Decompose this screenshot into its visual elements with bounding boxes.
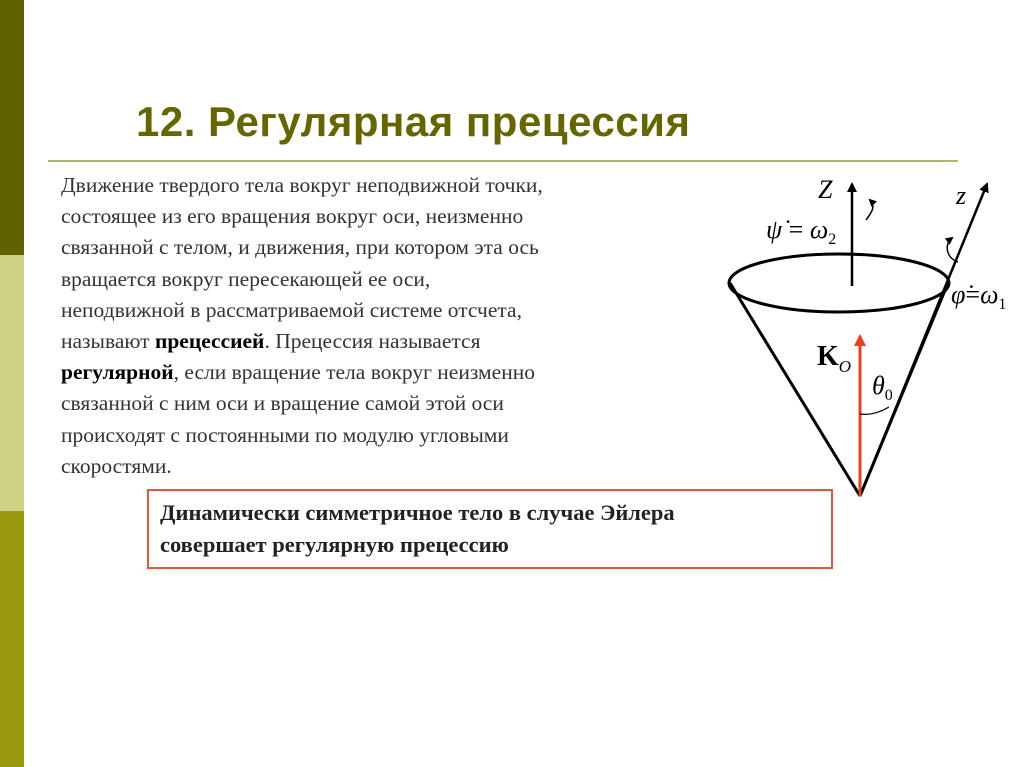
cone-side-left: [730, 283, 860, 496]
precession-cone-diagram: [700, 170, 1024, 510]
equals-sign: =: [965, 280, 981, 309]
K-symbol: K: [817, 341, 839, 372]
paragraph-line: связанной с ним оси и вращение самой этой оси: [61, 391, 504, 416]
paragraph-line: [61, 357, 661, 388]
fixed-axis-label: Z: [818, 175, 833, 204]
omega-symbol: ω: [809, 215, 829, 244]
theta-subscript: 0: [884, 387, 893, 404]
cone-rim: [729, 254, 949, 312]
conclusion-line: совершает регулярную прецессию: [160, 532, 509, 557]
psi-dot-symbol: ψ̇: [766, 215, 783, 244]
conclusion-line: Динамически симметричное тело в случае Эйлера: [160, 500, 675, 525]
paragraph-line: состоящее из его вращения вокруг оси, неизменно: [61, 204, 524, 229]
paragraph-line: вращается вокруг пересекающей ее оси,: [61, 266, 431, 291]
K-subscript: O: [838, 357, 852, 376]
body-axis-label: z: [956, 181, 967, 210]
paragraph-line: связанной с телом, и движения, при котором эта ось: [61, 235, 539, 260]
phi-dot-symbol: φ̇: [951, 280, 966, 309]
spin-rate-label: [951, 280, 1006, 313]
title-divider: [48, 160, 958, 162]
paragraph-line: неподвижной в рассматриваемой системе отсчета,: [61, 297, 522, 322]
term-regular: регулярной: [61, 360, 174, 385]
theta-symbol: θ: [872, 371, 885, 400]
stripe-light: [0, 255, 24, 511]
equals-sign: =: [782, 215, 810, 244]
definition-paragraph: [61, 170, 661, 482]
paragraph-line: [61, 326, 661, 357]
paragraph-line: происходят с постоянными по модулю угловыми: [61, 422, 509, 447]
paragraph-line: скоростями.: [61, 453, 172, 478]
omega-subscript: 2: [828, 231, 837, 248]
precession-rate-label: [766, 215, 836, 248]
precession-rotation-arrow: [866, 200, 873, 220]
body-axis-z: [860, 184, 987, 496]
omega-symbol: ω: [980, 280, 999, 309]
stripe-dark: [0, 0, 24, 255]
angle-theta-arc: [860, 407, 889, 414]
paragraph-line: Движение твердого тела вокруг неподвижной точки,: [61, 173, 543, 197]
angular-momentum-label: [817, 341, 851, 376]
term-precession: прецессией: [154, 329, 265, 354]
angle-label: [872, 371, 893, 404]
text-run: . Прецессия называется: [264, 329, 481, 354]
omega-subscript: 1: [998, 296, 1007, 313]
stripe-olive: [0, 511, 24, 767]
text-run: , если вращение тела вокруг неизменно: [173, 360, 535, 385]
slide-title: 12. Регулярная прецессия: [136, 98, 691, 145]
text-run: называют: [61, 329, 155, 354]
